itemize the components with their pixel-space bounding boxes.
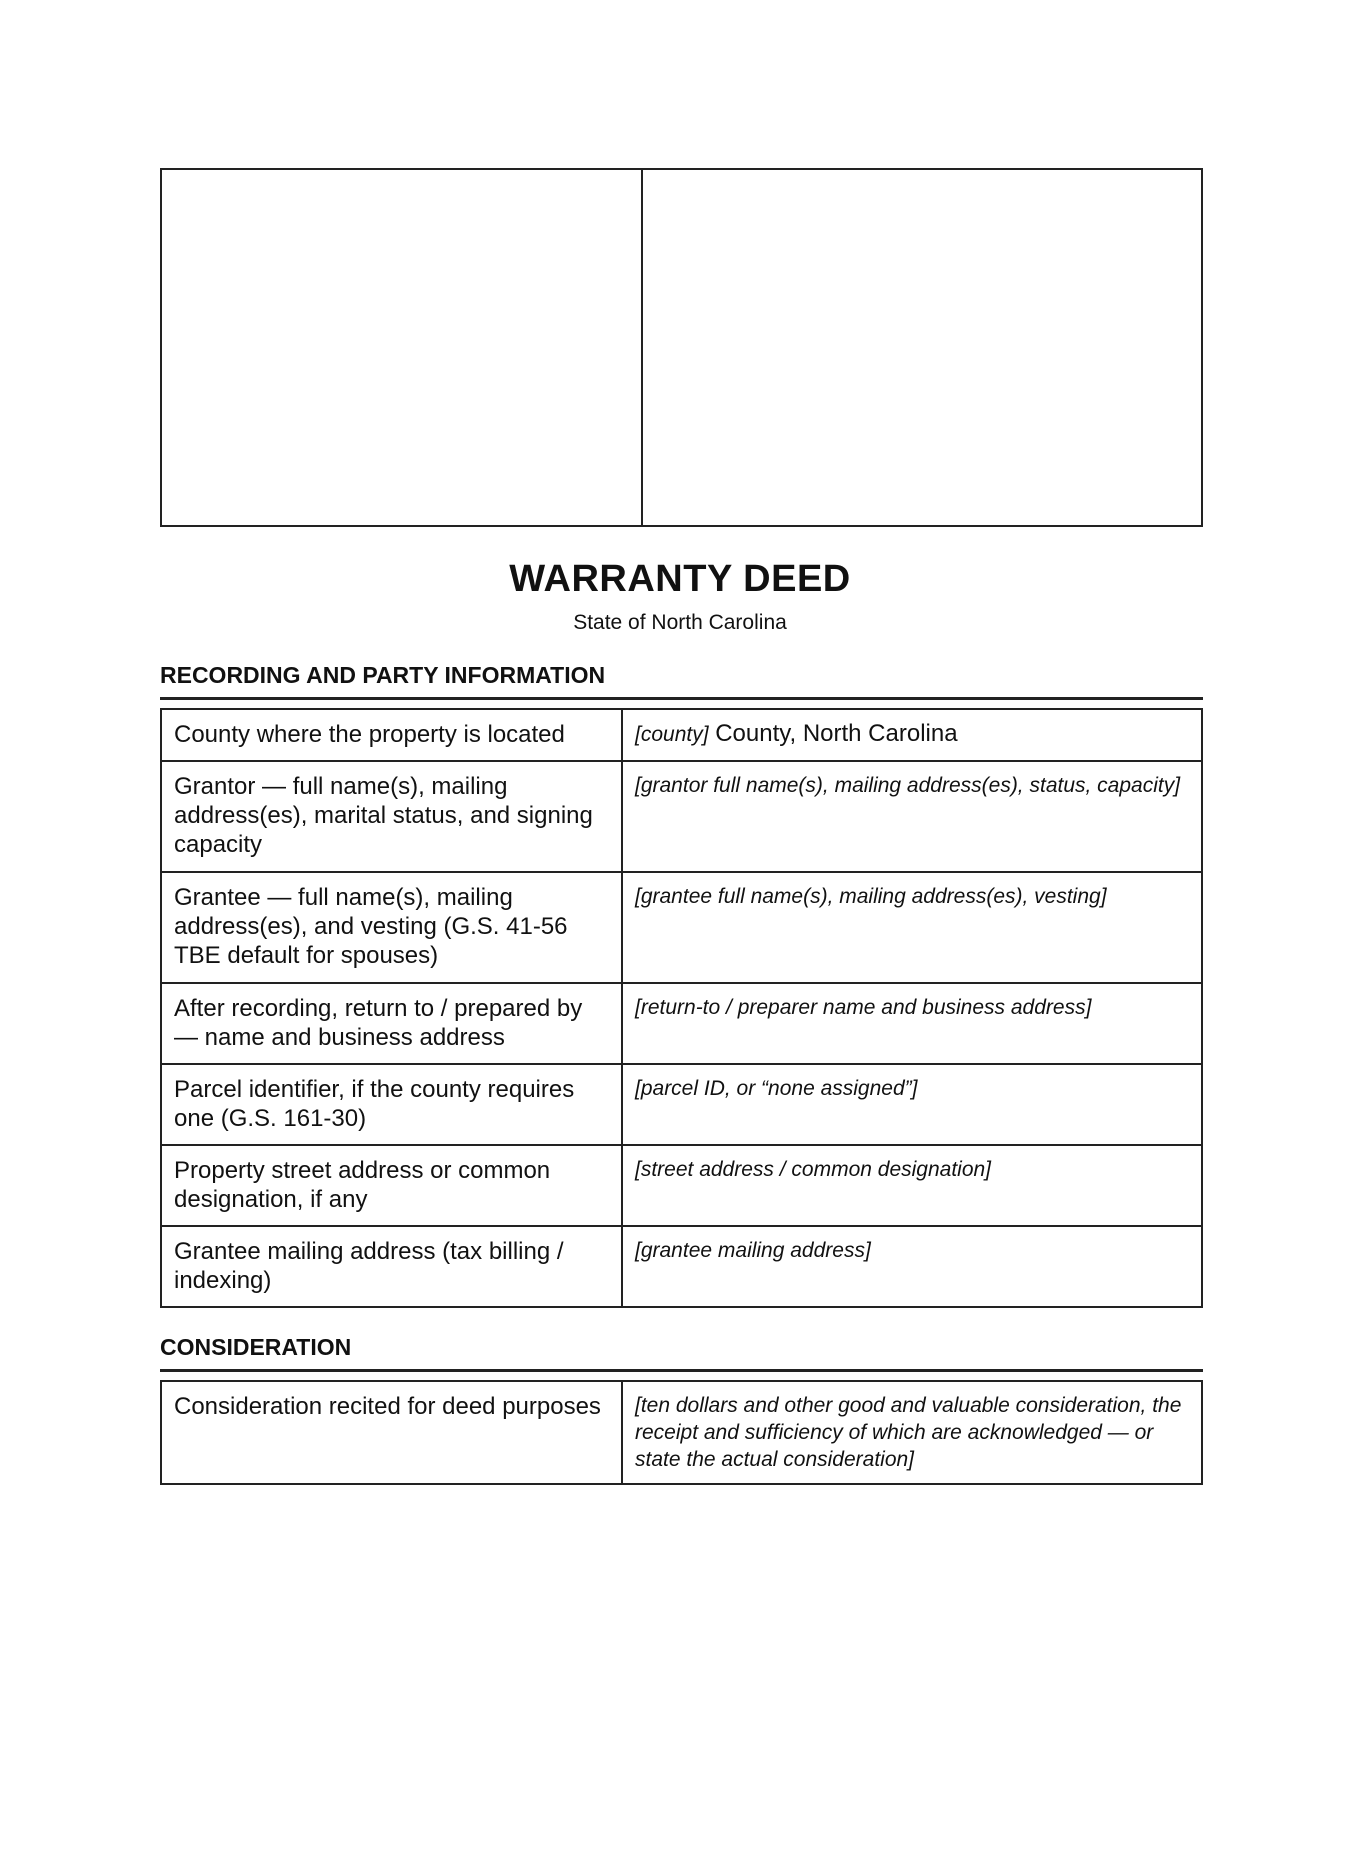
recording-section-heading: RECORDING AND PARTY INFORMATION (160, 662, 1203, 700)
row-value[interactable]: [grantee mailing address] (622, 1226, 1202, 1307)
row-value[interactable] (622, 709, 1202, 761)
row-label: County where the property is located (161, 709, 622, 761)
recording-area-box (160, 168, 1203, 527)
recording-area-left (162, 170, 643, 525)
row-label: Grantee — full name(s), mailing address(es), and vesting (G.S. 41-56 TBE default for spouses) (161, 872, 622, 983)
row-label: Property street address or common designation, if any (161, 1145, 622, 1226)
county-placeholder: [county] (635, 723, 709, 746)
table-row (161, 1226, 1202, 1307)
document-title: WARRANTY DEED (509, 558, 851, 600)
table-row (161, 1064, 1202, 1145)
row-label: Consideration recited for deed purposes (161, 1381, 622, 1484)
document-subtitle: State of North Carolina (573, 611, 787, 634)
row-label: Grantor — full name(s), mailing address(es), marital status, and signing capacity (161, 761, 622, 872)
row-value[interactable]: [street address / common designation] (622, 1145, 1202, 1226)
table-row (161, 761, 1202, 872)
table-row (161, 1381, 1202, 1484)
recording-area-right (643, 170, 1201, 525)
table-row (161, 872, 1202, 983)
county-suffix: County, North Carolina (708, 720, 958, 747)
row-value[interactable]: [ten dollars and other good and valuable consideration, the receipt and sufficiency of which are acknowledged — or state the actual consideration] (622, 1381, 1202, 1484)
row-value[interactable]: [grantor full name(s), mailing address(es), status, capacity] (622, 761, 1202, 872)
row-value[interactable]: [parcel ID, or “none assigned”] (622, 1064, 1202, 1145)
table-row (161, 709, 1202, 761)
row-value[interactable]: [grantee full name(s), mailing address(es), vesting] (622, 872, 1202, 983)
recording-party-table (160, 708, 1203, 1308)
row-label: After recording, return to / prepared by — name and business address (161, 983, 622, 1064)
row-label: Parcel identifier, if the county requires one (G.S. 161-30) (161, 1064, 622, 1145)
table-row (161, 983, 1202, 1064)
row-label: Grantee mailing address (tax billing / indexing) (161, 1226, 622, 1307)
consideration-section-heading: CONSIDERATION (160, 1334, 1203, 1372)
consideration-table (160, 1380, 1203, 1485)
row-value[interactable]: [return-to / preparer name and business address] (622, 983, 1202, 1064)
table-row (161, 1145, 1202, 1226)
